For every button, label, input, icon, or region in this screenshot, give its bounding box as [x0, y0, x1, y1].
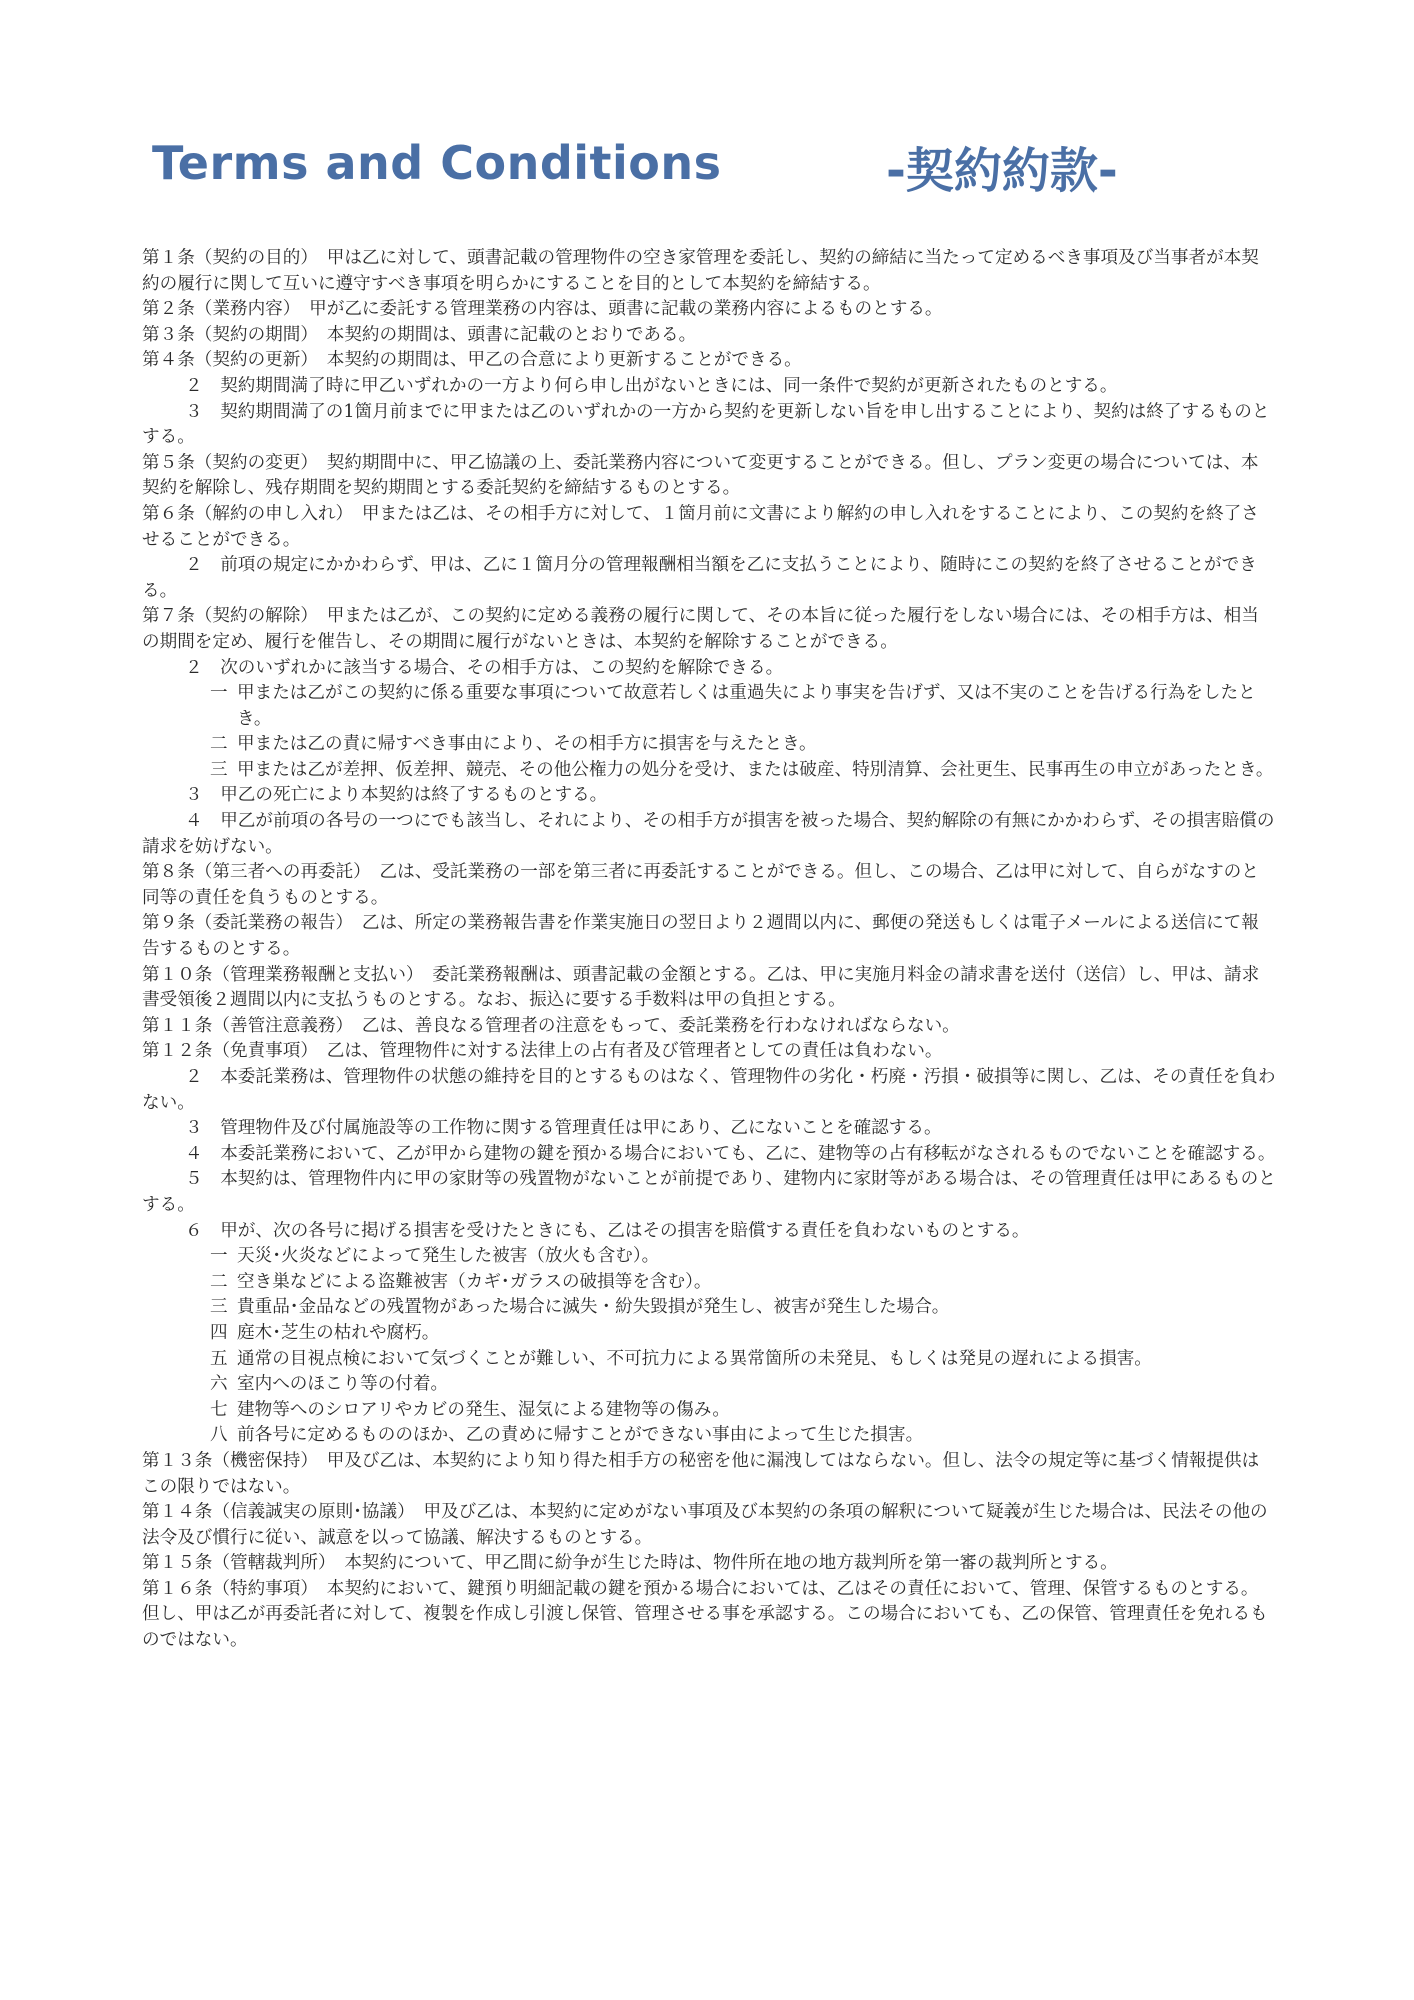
- item-number: 四: [210, 1322, 228, 1343]
- item-text: 通常の目視点検において気づくことが難しい、不可抗力による異常箇所の未発見、もしくは発見の遅れによる損害。: [237, 1348, 1152, 1369]
- item-number: 八: [210, 1425, 228, 1446]
- page-title-ja: -契約約款-: [886, 143, 1118, 199]
- item-number: 三: [210, 1297, 228, 1318]
- clause-7-para-3: ３ 甲乙の死亡により本契約は終了するものとする。: [185, 785, 608, 806]
- item-text: 庭木･芝生の枯れや腐朽。: [237, 1322, 440, 1343]
- item-number: 一: [210, 1246, 228, 1267]
- clause-7-para-2: ２ 次のいずれかに該当する場合、その相手方は、この契約を解除できる。: [185, 657, 784, 678]
- clause-12-para-3: ３ 管理物件及び付属施設等の工作物に関する管理責任は甲にあり、乙にないことを確認する。: [185, 1118, 942, 1139]
- item-number: 六: [210, 1374, 228, 1395]
- clause-8: 第８条（第三者への再委託） 乙は、受託業務の一部を第三者に再委託することができる。但し、この場合、乙は甲に対して、自らがなすのと同等の責任を負うものとする。: [142, 862, 1259, 908]
- clause-15: 第１５条（管轄裁判所） 本契約について、甲乙間に紛争が生じた時は、物件所在地の地方裁判所を第一審の裁判所とする。: [142, 1553, 1118, 1574]
- list-item: [142, 1244, 1276, 1270]
- list-item: [142, 758, 1276, 784]
- clause-7: 第７条（契約の解除） 甲または乙が、この契約に定める義務の履行に関して、その本旨に従った履行をしない場合には、その相手方は、相当の期間を定め、履行を催告し、その期間に履行がないときは、本契約を解除することができる。: [142, 606, 1259, 652]
- clause-12-para-4: ４ 本委託業務において、乙が甲から建物の鍵を預かる場合においても、乙に、建物等の占有移転がなされるものでないことを確認する。: [185, 1143, 1276, 1164]
- list-item: [142, 1423, 1276, 1449]
- clause-16: 第１６条（特約事項） 本契約において、鍵預り明細記載の鍵を預かる場合においては、乙はその責任において、管理、保管するものとする。但し、甲は乙が再委託者に対して、複製を作成し引渡し保管、管理させる事を承認する。この場合においても、乙の保管、管理責任を免れるものではない。: [142, 1578, 1268, 1651]
- list-item: [142, 1270, 1276, 1296]
- clause-6: 第６条（解約の申し入れ） 甲または乙は、その相手方に対して、１箇月前に文書により解約の申し入れをすることにより、この契約を終了させることができる。: [142, 503, 1259, 550]
- list-item: [142, 1295, 1276, 1321]
- item-number: 三: [210, 759, 228, 780]
- clause-13: 第１３条（機密保持） 甲及び乙は、本契約により知り得た相手方の秘密を他に漏洩してはならない。但し、法令の規定等に基づく情報提供はこの限りではない。: [142, 1450, 1260, 1497]
- item-text: 建物等へのシロアリやカビの発生、湿気による建物等の傷み。: [237, 1399, 730, 1420]
- clause-4-para-3: ３ 契約期間満了の1箇月前までに甲または乙のいずれかの一方から契約を更新しない旨を申し出することにより、契約は終了するものとする。: [142, 401, 1270, 448]
- item-text: 天災･火炎などによって発生した被害（放火も含む）。: [237, 1246, 660, 1267]
- item-text: 甲または乙の責に帰すべき事由により、その相手方に損害を与えたとき。: [237, 734, 817, 755]
- clause-14: 第１４条（信義誠実の原則･協議） 甲及び乙は、本契約に定めがない事項及び本契約の条項の解釈について疑義が生じた場合は、民法その他の法令及び慣行に従い、誠意を以って協議、解決するものとする。: [142, 1502, 1268, 1548]
- clause-5: 第５条（契約の変更） 契約期間中に、甲乙協議の上、委託業務内容について変更することができる。但し、プラン変更の場合については、本契約を解除し、残存期間を契約期間とする委託契約を締結するものとする。: [142, 452, 1259, 499]
- item-number: 五: [210, 1348, 228, 1369]
- item-number: 七: [210, 1399, 228, 1420]
- list-item: [142, 681, 1276, 732]
- clause-12: 第１２条（免責事項） 乙は、管理物件に対する法律上の占有者及び管理者としての責任は負わない。: [142, 1041, 943, 1062]
- clause-3: 第３条（契約の期間） 本契約の期間は、頭書に記載のとおりである。: [142, 324, 697, 345]
- item-text: 甲または乙が差押、仮差押、競売、その他公権力の処分を受け、または破産、特別清算、会社更生、民事再生の申立があったとき。: [237, 759, 1274, 780]
- item-text: 貴重品･金品などの残置物があった場合に滅失・紛失毀損が発生し、被害が発生した場合。: [237, 1297, 950, 1318]
- item-text: 室内へのほこり等の付着。: [237, 1374, 449, 1395]
- item-number: 一: [210, 683, 228, 704]
- item-text: 甲または乙がこの契約に係る重要な事項について故意若しくは重過失により事実を告げず、又は不実のことを告げる行為をしたとき。: [237, 683, 1256, 729]
- list-item: [142, 1372, 1276, 1398]
- terms-body: [142, 246, 1276, 1654]
- list-item: [142, 1398, 1276, 1424]
- list-item: [142, 1347, 1276, 1373]
- clause-12-para-2: ２ 本委託業務は、管理物件の状態の維持を目的とするものはなく、管理物件の劣化・朽廃・汚損・破損等に関し、乙は、その責任を負わない。: [142, 1067, 1276, 1113]
- clause-12-para-5: ５ 本契約は、管理物件内に甲の家財等の残置物がないことが前提であり、建物内に家財等がある場合は、その管理責任は甲にあるものとする。: [142, 1169, 1276, 1215]
- clause-4-para-2: ２ 契約期間満了時に甲乙いずれかの一方より何ら申し出がないときには、同一条件で契約が更新されたものとする。: [185, 375, 1118, 396]
- clause-9: 第９条（委託業務の報告） 乙は、所定の業務報告書を作業実施日の翌日より２週間以内に、郵便の発送もしくは電子メールによる送信にて報告するものとする。: [142, 913, 1259, 960]
- clause-12-para-6: ６ 甲が、次の各号に掲げる損害を受けたときにも、乙はその損害を賠償する責任を負わないものとする。: [185, 1220, 1030, 1241]
- clause-4: 第４条（契約の更新） 本契約の期間は、甲乙の合意により更新することができる。: [142, 350, 802, 371]
- clause-1: 第１条（契約の目的） 甲は乙に対して、頭書記載の管理物件の空き家管理を委託し、契約の締結に当たって定めるべき事項及び当事者が本契約の履行に関して互いに遵守すべき事項を明らかにすることを目的として本契約を締結する。: [142, 248, 1259, 294]
- list-item: [142, 1321, 1276, 1347]
- item-number: 二: [210, 1271, 228, 1292]
- item-number: 二: [210, 734, 228, 755]
- clause-6-para-2: ２ 前項の規定にかかわらず、甲は、乙に１箇月分の管理報酬相当額を乙に支払うことにより、随時にこの契約を終了させることができる。: [142, 555, 1257, 601]
- clause-2: 第２条（業務内容） 甲が乙に委託する管理業務の内容は、頭書に記載の業務内容によるものとする。: [142, 299, 943, 320]
- page-title-en: Terms and Conditions: [152, 136, 722, 190]
- item-text: 空き巣などによる盗難被害（カギ･ガラスの破損等を含む）。: [237, 1271, 712, 1292]
- clause-7-para-4: ４ 甲乙が前項の各号の一つにでも該当し、それにより、その相手方が損害を被った場合、契約解除の有無にかかわらず、その損害賠償の請求を妨げない。: [142, 811, 1275, 857]
- clause-10: 第１０条（管理業務報酬と支払い） 委託業務報酬は、頭書記載の金額とする。乙は、甲に実施月料金の請求書を送付（送信）し、甲は、請求書受領後２週間以内に支払うものとする。なお、振込に要する手数料は甲の負担とする。: [142, 964, 1260, 1011]
- list-item: [142, 732, 1276, 758]
- item-text: 前各号に定めるもののほか、乙の責めに帰すことができない事由によって生じた損害。: [237, 1425, 924, 1446]
- clause-11: 第１１条（善管注意義務） 乙は、善良なる管理者の注意をもって、委託業務を行わなければならない。: [142, 1015, 960, 1036]
